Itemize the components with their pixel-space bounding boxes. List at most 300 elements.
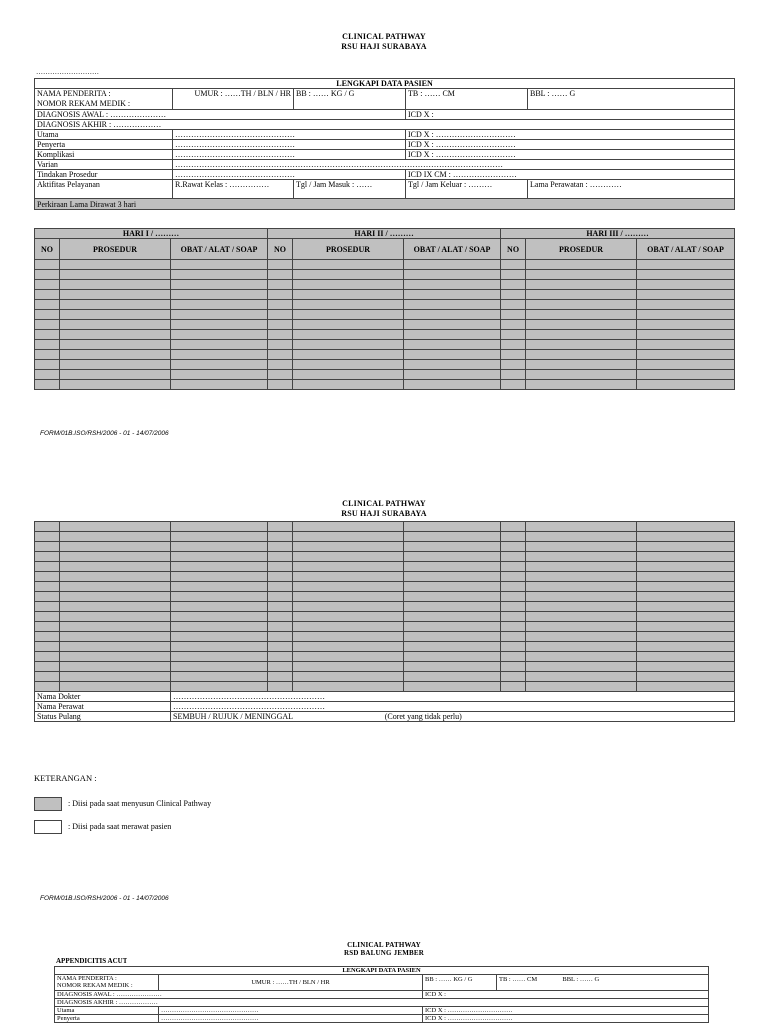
grid-cell: [35, 350, 60, 360]
col-no: NO: [268, 239, 293, 260]
grid-cell: [171, 582, 268, 592]
grid-cell: [171, 652, 268, 662]
grid-cell: [293, 572, 404, 582]
grid-cell: [35, 360, 60, 370]
grid-cell: [637, 672, 735, 682]
grid-cell: [501, 612, 526, 622]
grid-cell: [268, 552, 293, 562]
grid-cell: [60, 642, 171, 652]
grid-cell: [35, 320, 60, 330]
grid-cell: [60, 562, 171, 572]
grid-cell: [171, 522, 268, 532]
grid-cell: [637, 340, 735, 350]
grid-cell: [637, 582, 735, 592]
patient-name-cell: [35, 89, 173, 110]
grid-cell: [404, 632, 501, 642]
grid-cell: [526, 260, 637, 270]
grid-cell: [60, 612, 171, 622]
col-obat: OBAT / ALAT / SOAP: [637, 239, 735, 260]
nama-perawat-label: Nama Perawat: [35, 702, 171, 712]
page3-penyerta: Penyerta: [55, 1015, 159, 1023]
grid-cell: [637, 300, 735, 310]
grid-cell: [60, 572, 171, 582]
grid-cell: [404, 572, 501, 582]
grid-cell: [35, 552, 60, 562]
grid-cell: [60, 622, 171, 632]
grid-cell: [268, 622, 293, 632]
grid-cell: [60, 592, 171, 602]
grid-cell: [501, 370, 526, 380]
grid-cell: [526, 562, 637, 572]
grid-cell: [404, 320, 501, 330]
grid-row: [35, 300, 735, 310]
hari-3-header: HARI III / ………: [501, 229, 735, 239]
varian-label: Varian: [35, 160, 173, 170]
komplikasi-dots: ………………………………………: [173, 150, 406, 160]
grid-cell: [526, 552, 637, 562]
grid-cell: [268, 582, 293, 592]
col-no: NO: [35, 239, 60, 260]
grid-row: [35, 672, 735, 682]
page3-patient-table: [54, 966, 709, 1023]
grid-cell: [35, 522, 60, 532]
grid-row: [35, 622, 735, 632]
grid-cell: [171, 682, 268, 692]
grid-cell: [268, 300, 293, 310]
page3-utama-dots: ………………………………………: [159, 1007, 423, 1015]
grid-cell: [171, 380, 268, 390]
grid-cell: [526, 682, 637, 692]
grid-cell: [171, 662, 268, 672]
grid-cell: [60, 662, 171, 672]
tb-field: TB : …… CM: [406, 89, 528, 110]
grid-cell: [404, 290, 501, 300]
grid-cell: [60, 602, 171, 612]
grid-cell: [268, 320, 293, 330]
grid-cell: [268, 330, 293, 340]
grid-cell: [35, 592, 60, 602]
grid-cell: [268, 542, 293, 552]
grid-cell: [501, 582, 526, 592]
grid-cell: [293, 552, 404, 562]
grid-cell: [637, 310, 735, 320]
grid-cell: [268, 612, 293, 622]
grid-cell: [268, 572, 293, 582]
grid-cell: [526, 662, 637, 672]
grid-cell: [526, 350, 637, 360]
grid-cell: [404, 310, 501, 320]
grid-cell: [501, 542, 526, 552]
grid-cell: [293, 280, 404, 290]
day-plan-table-2: [34, 521, 735, 722]
grid-cell: [501, 300, 526, 310]
grid-cell: [268, 592, 293, 602]
utama-dots: ………………………………………: [173, 130, 406, 140]
page3-bb: BB : …… KG / G: [423, 975, 497, 991]
grid-cell: [526, 300, 637, 310]
grid-cell: [501, 522, 526, 532]
keterangan-label: KETERANGAN :: [34, 773, 97, 783]
grid-cell: [171, 642, 268, 652]
grid-cell: [526, 360, 637, 370]
grid-row: [35, 582, 735, 592]
tindakan-dots: ………………………………………: [173, 170, 406, 180]
status-pulang-value: SEMBUH / RUJUK / MENINGGAL: [173, 712, 293, 721]
grid-cell: [60, 270, 171, 280]
grid-cell: [637, 682, 735, 692]
page3-diagnosis-akhir: DIAGNOSIS AKHIR : ………………: [55, 999, 709, 1007]
grid-cell: [501, 652, 526, 662]
grid-cell: [60, 330, 171, 340]
grid-cell: [35, 562, 60, 572]
diagnosis-akhir: DIAGNOSIS AKHIR : ………………: [35, 120, 735, 130]
grid-row: [35, 280, 735, 290]
grid-cell: [501, 572, 526, 582]
grid-cell: [171, 542, 268, 552]
grid-cell: [268, 280, 293, 290]
page3-diagnosis-awal: DIAGNOSIS AWAL : …………………: [55, 991, 423, 999]
grid-cell: [501, 290, 526, 300]
nomor-rekam-medik-label: NOMOR REKAM MEDIK :: [37, 99, 131, 108]
grid-cell: [171, 270, 268, 280]
patient-data-table: [34, 78, 735, 210]
grid-cell: [501, 592, 526, 602]
grid-cell: [60, 542, 171, 552]
grid-cell: [268, 340, 293, 350]
grid-cell: [293, 270, 404, 280]
page3-title-2: RSD BALUNG JEMBER: [343, 949, 425, 957]
grid-row: [35, 632, 735, 642]
coret-note: (Coret yang tidak perlu): [384, 712, 462, 721]
grid-cell: [404, 532, 501, 542]
grid-cell: [404, 522, 501, 532]
grid-cell: [293, 380, 404, 390]
grid-cell: [637, 290, 735, 300]
grid-cell: [293, 260, 404, 270]
grid-cell: [268, 350, 293, 360]
grid-cell: [60, 370, 171, 380]
page3-name-cell: [55, 975, 159, 991]
grid-cell: [268, 532, 293, 542]
grid-row: [35, 612, 735, 622]
grid-cell: [171, 310, 268, 320]
grid-cell: [526, 290, 637, 300]
grid-cell: [171, 330, 268, 340]
grid-cell: [35, 310, 60, 320]
grid-cell: [35, 260, 60, 270]
page3-penyerta-dots: ………………………………………: [159, 1015, 423, 1023]
utama-label: Utama: [35, 130, 173, 140]
grid-cell: [501, 622, 526, 632]
col-obat: OBAT / ALAT / SOAP: [171, 239, 268, 260]
grid-cell: [60, 320, 171, 330]
page3-section-title: LENGKAPI DATA PASIEN: [55, 967, 709, 975]
grid-cell: [404, 380, 501, 390]
grid-cell: [404, 552, 501, 562]
status-pulang-label: Status Pulang: [35, 712, 171, 722]
grid-cell: [293, 290, 404, 300]
grid-cell: [293, 300, 404, 310]
grid-cell: [637, 270, 735, 280]
tindakan-label: Tindakan Prosedur: [35, 170, 173, 180]
grid-cell: [526, 280, 637, 290]
legend-white-swatch: [34, 820, 62, 834]
grid-cell: [293, 602, 404, 612]
grid-cell: [35, 622, 60, 632]
grid-cell: [293, 330, 404, 340]
grid-cell: [293, 592, 404, 602]
page1-top-dots: ………………………: [36, 68, 99, 76]
grid-cell: [35, 340, 60, 350]
tindakan-icd: ICD IX CM : ……………………: [406, 170, 735, 180]
status-pulang-cell: [171, 712, 735, 722]
grid-cell: [526, 340, 637, 350]
grid-cell: [637, 542, 735, 552]
grid-cell: [60, 300, 171, 310]
grid-cell: [60, 532, 171, 542]
grid-cell: [293, 542, 404, 552]
grid-cell: [404, 542, 501, 552]
grid-cell: [35, 632, 60, 642]
grid-cell: [501, 330, 526, 340]
grid-cell: [404, 370, 501, 380]
grid-cell: [404, 330, 501, 340]
grid-cell: [526, 632, 637, 642]
grid-cell: [526, 522, 637, 532]
grid-row: [35, 572, 735, 582]
grid-cell: [293, 642, 404, 652]
grid-cell: [293, 672, 404, 682]
grid-cell: [637, 360, 735, 370]
tgl-masuk: Tgl / Jam Masuk : ……: [294, 180, 406, 199]
grid-cell: [35, 270, 60, 280]
grid-cell: [60, 632, 171, 642]
grid-cell: [35, 532, 60, 542]
icd-x-main: ICD X :: [406, 110, 735, 120]
grid-cell: [60, 652, 171, 662]
grid-cell: [637, 370, 735, 380]
penyerta-dots: ………………………………………: [173, 140, 406, 150]
grid-cell: [404, 300, 501, 310]
hari-1-header: HARI I / ………: [35, 229, 268, 239]
grid-cell: [501, 532, 526, 542]
grid-cell: [501, 320, 526, 330]
grid-cell: [501, 552, 526, 562]
grid-cell: [404, 652, 501, 662]
grid-row: [35, 380, 735, 390]
penyerta-icd: ICD X : …………………………: [406, 140, 735, 150]
grid-cell: [268, 652, 293, 662]
grid-cell: [637, 532, 735, 542]
grid-cell: [35, 662, 60, 672]
komplikasi-label: Komplikasi: [35, 150, 173, 160]
grid-cell: [501, 270, 526, 280]
grid-row: [35, 552, 735, 562]
grid-cell: [60, 340, 171, 350]
legend-white-text: : Diisi pada saat merawat pasien: [68, 822, 172, 831]
grid-cell: [35, 300, 60, 310]
form-code-1: FORM/01B.ISO/RSH/2006 - 01 - 14/07/2006: [40, 430, 169, 437]
page3-umur: UMUR : ……TH / BLN / HR: [159, 975, 423, 991]
grid-cell: [404, 662, 501, 672]
grid-cell: [501, 340, 526, 350]
grid-cell: [637, 552, 735, 562]
grid-cell: [637, 562, 735, 572]
grid-cell: [526, 612, 637, 622]
grid-cell: [171, 622, 268, 632]
grid-cell: [171, 350, 268, 360]
grid-row: [35, 562, 735, 572]
grid-cell: [268, 360, 293, 370]
grid-cell: [60, 360, 171, 370]
grid-cell: [60, 552, 171, 562]
grid-row: [35, 270, 735, 280]
grid-cell: [293, 582, 404, 592]
grid-cell: [404, 672, 501, 682]
grid-cell: [268, 310, 293, 320]
grid-cell: [268, 672, 293, 682]
page3-nomor-rekam-medik: NOMOR REKAM MEDIK :: [57, 982, 133, 989]
grid-cell: [60, 280, 171, 290]
grid-cell: [293, 310, 404, 320]
grid-cell: [268, 370, 293, 380]
page2-title-1: CLINICAL PATHWAY: [342, 499, 426, 508]
col-prosedur: PROSEDUR: [293, 239, 404, 260]
nama-perawat-dots: …………………………………………………: [171, 702, 735, 712]
grid-cell: [35, 642, 60, 652]
grid-cell: [171, 672, 268, 682]
grid-row: [35, 340, 735, 350]
grid-cell: [526, 370, 637, 380]
grid-cell: [35, 582, 60, 592]
utama-icd: ICD X : …………………………: [406, 130, 735, 140]
grid-row: [35, 592, 735, 602]
grid-cell: [637, 260, 735, 270]
grid-cell: [268, 602, 293, 612]
grid-cell: [526, 542, 637, 552]
grid-cell: [637, 572, 735, 582]
grid-cell: [35, 672, 60, 682]
rawat-kelas: R.Rawat Kelas : ……………: [173, 180, 294, 199]
grid-cell: [501, 380, 526, 390]
grid-cell: [268, 642, 293, 652]
grid-cell: [293, 522, 404, 532]
grid-cell: [637, 280, 735, 290]
grid-cell: [526, 330, 637, 340]
grid-cell: [171, 290, 268, 300]
nama-dokter-label: Nama Dokter: [35, 692, 171, 702]
grid-cell: [404, 562, 501, 572]
page3-tb-bbl: [497, 975, 709, 991]
grid-cell: [60, 350, 171, 360]
col-no: NO: [501, 239, 526, 260]
bbl-field: BBL : …… G: [528, 89, 735, 110]
grid-cell: [637, 350, 735, 360]
grid-cell: [171, 300, 268, 310]
grid-cell: [637, 662, 735, 672]
grid-row: [35, 310, 735, 320]
day-plan-body-2: [35, 522, 735, 692]
grid-row: [35, 330, 735, 340]
grid-cell: [501, 682, 526, 692]
grid-cell: [268, 632, 293, 642]
grid-cell: [293, 622, 404, 632]
grid-cell: [268, 562, 293, 572]
grid-cell: [526, 320, 637, 330]
col-obat: OBAT / ALAT / SOAP: [404, 239, 501, 260]
nama-dokter-dots: …………………………………………………: [171, 692, 735, 702]
aktifitas-label: Aktifitas Pelayanan: [35, 180, 173, 199]
grid-cell: [60, 290, 171, 300]
grid-cell: [171, 532, 268, 542]
grid-cell: [501, 360, 526, 370]
grid-row: [35, 602, 735, 612]
grid-cell: [35, 280, 60, 290]
grid-cell: [404, 602, 501, 612]
page3-diagnosis-header: APPENDICITIS ACUT: [56, 957, 128, 965]
grid-cell: [404, 612, 501, 622]
grid-cell: [404, 682, 501, 692]
grid-cell: [171, 360, 268, 370]
grid-row: [35, 652, 735, 662]
grid-cell: [501, 280, 526, 290]
grid-cell: [268, 380, 293, 390]
page2-title-2: RSU HAJI SURABAYA: [341, 509, 427, 518]
grid-cell: [637, 380, 735, 390]
grid-cell: [293, 340, 404, 350]
grid-cell: [404, 622, 501, 632]
komplikasi-icd: ICD X : …………………………: [406, 150, 735, 160]
grid-cell: [501, 310, 526, 320]
day-plan-body-1: [35, 260, 735, 390]
grid-cell: [35, 290, 60, 300]
grid-cell: [501, 260, 526, 270]
grid-cell: [637, 642, 735, 652]
grid-cell: [60, 582, 171, 592]
grid-cell: [637, 652, 735, 662]
grid-cell: [171, 260, 268, 270]
grid-cell: [293, 682, 404, 692]
grid-cell: [404, 360, 501, 370]
umur-field: UMUR : ……TH / BLN / HR: [173, 89, 294, 110]
grid-row: [35, 320, 735, 330]
grid-cell: [526, 310, 637, 320]
grid-row: [35, 522, 735, 532]
grid-row: [35, 290, 735, 300]
grid-row: [35, 360, 735, 370]
bb-field: BB : …… KG / G: [294, 89, 406, 110]
grid-cell: [637, 612, 735, 622]
grid-cell: [526, 642, 637, 652]
grid-cell: [526, 652, 637, 662]
grid-cell: [637, 592, 735, 602]
grid-cell: [501, 672, 526, 682]
page3-bbl: BBL : …… G: [562, 976, 600, 983]
grid-row: [35, 260, 735, 270]
col-prosedur: PROSEDUR: [526, 239, 637, 260]
grid-cell: [60, 672, 171, 682]
grid-cell: [404, 260, 501, 270]
grid-cell: [171, 562, 268, 572]
grid-cell: [501, 350, 526, 360]
grid-cell: [501, 642, 526, 652]
grid-cell: [526, 270, 637, 280]
grid-cell: [268, 260, 293, 270]
grid-cell: [268, 662, 293, 672]
grid-cell: [35, 330, 60, 340]
grid-cell: [293, 662, 404, 672]
penyerta-label: Penyerta: [35, 140, 173, 150]
